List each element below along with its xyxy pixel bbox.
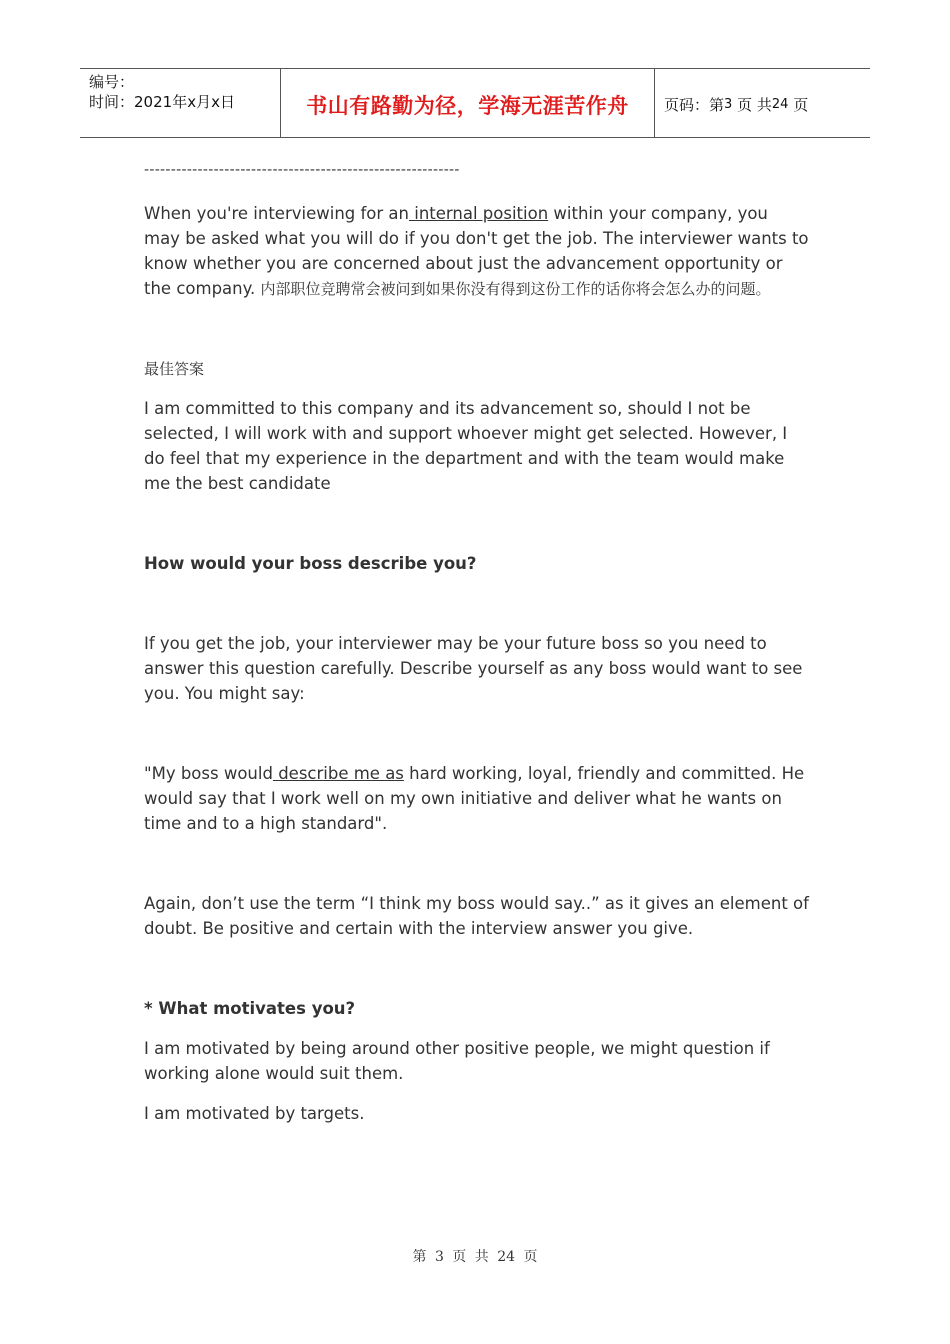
internal-position-link[interactable]: internal position [409, 204, 549, 223]
header-motto: 书山有路勤为径，学海无涯苦作舟 [281, 69, 655, 137]
best-answer-label: 最佳答案 [144, 360, 205, 378]
paragraph-motivated-targets: I am motivated by targets. [144, 1104, 365, 1123]
page-footer: 第 3 页 共 24 页 [412, 1249, 538, 1265]
page-number: 3 [724, 96, 733, 112]
page-header [80, 68, 870, 138]
p4-text-after: hard working, loyal, friendly and committed. He would say that I work well on my own initiative and deliver what he wants on time and to a high standard". [144, 764, 805, 833]
time-year: 2021 [134, 93, 173, 111]
p1-chinese-note: 内部职位竞聘常会被问到如果你没有得到这份工作的话你将会怎么办的问题。 [260, 280, 771, 298]
page-mid: 页 共 [737, 95, 772, 114]
header-meta [80, 69, 281, 137]
paragraph-boss-quote [144, 761, 809, 836]
paragraph-answer: I am committed to this company and its advancement so, should I not be selected, I will work with and support whoever might get selected. However, I do feel that my experience in the department and with the team would make me the best candidate [144, 399, 788, 493]
heading-boss-describe: How would your boss describe you? [144, 554, 477, 573]
paragraph-internal-position [144, 201, 809, 302]
page-total: 24 [771, 96, 789, 112]
time-month-char: 月 [196, 93, 212, 111]
page-prefix: 页码：第 [664, 95, 725, 114]
time-day-value: x [211, 93, 221, 111]
time-line [89, 92, 280, 112]
paragraph-again: Again, don’t use the term “I think my boss would say..” as it gives an element of doubt. Be positive and certain with the interview answer you give. [144, 894, 809, 938]
time-day-char: 日 [220, 93, 236, 111]
p1-text-after: within your company, you may be asked what you will do if you don't get the job. The interviewer wants to know whether you are concerned about just the advancement opportunity or the company. [144, 204, 809, 298]
heading-motivates: * What motivates you? [144, 999, 356, 1018]
page-suffix: 页 [793, 95, 809, 114]
p4-text-before: "My boss would [144, 764, 273, 783]
time-year-char: 年 [172, 93, 188, 111]
number-label: 编号： [89, 73, 135, 91]
p1-text-before: When you're interviewing for an [144, 204, 409, 223]
paragraph-future-boss: If you get the job, your interviewer may be your future boss so you need to answer this question carefully. Describe yourself as any boss would want to see you. You might say: [144, 634, 803, 703]
document-body [144, 158, 809, 1126]
time-label: 时间： [89, 93, 135, 111]
separator-line: ----------------------------------------------------------- [144, 162, 460, 178]
paragraph-motivated-people: I am motivated by being around other positive people, we might question if working alone would suit them. [144, 1039, 770, 1083]
header-page-info [655, 69, 870, 137]
time-month-value: x [187, 93, 197, 111]
describe-me-as-link[interactable]: describe me as [272, 764, 404, 783]
